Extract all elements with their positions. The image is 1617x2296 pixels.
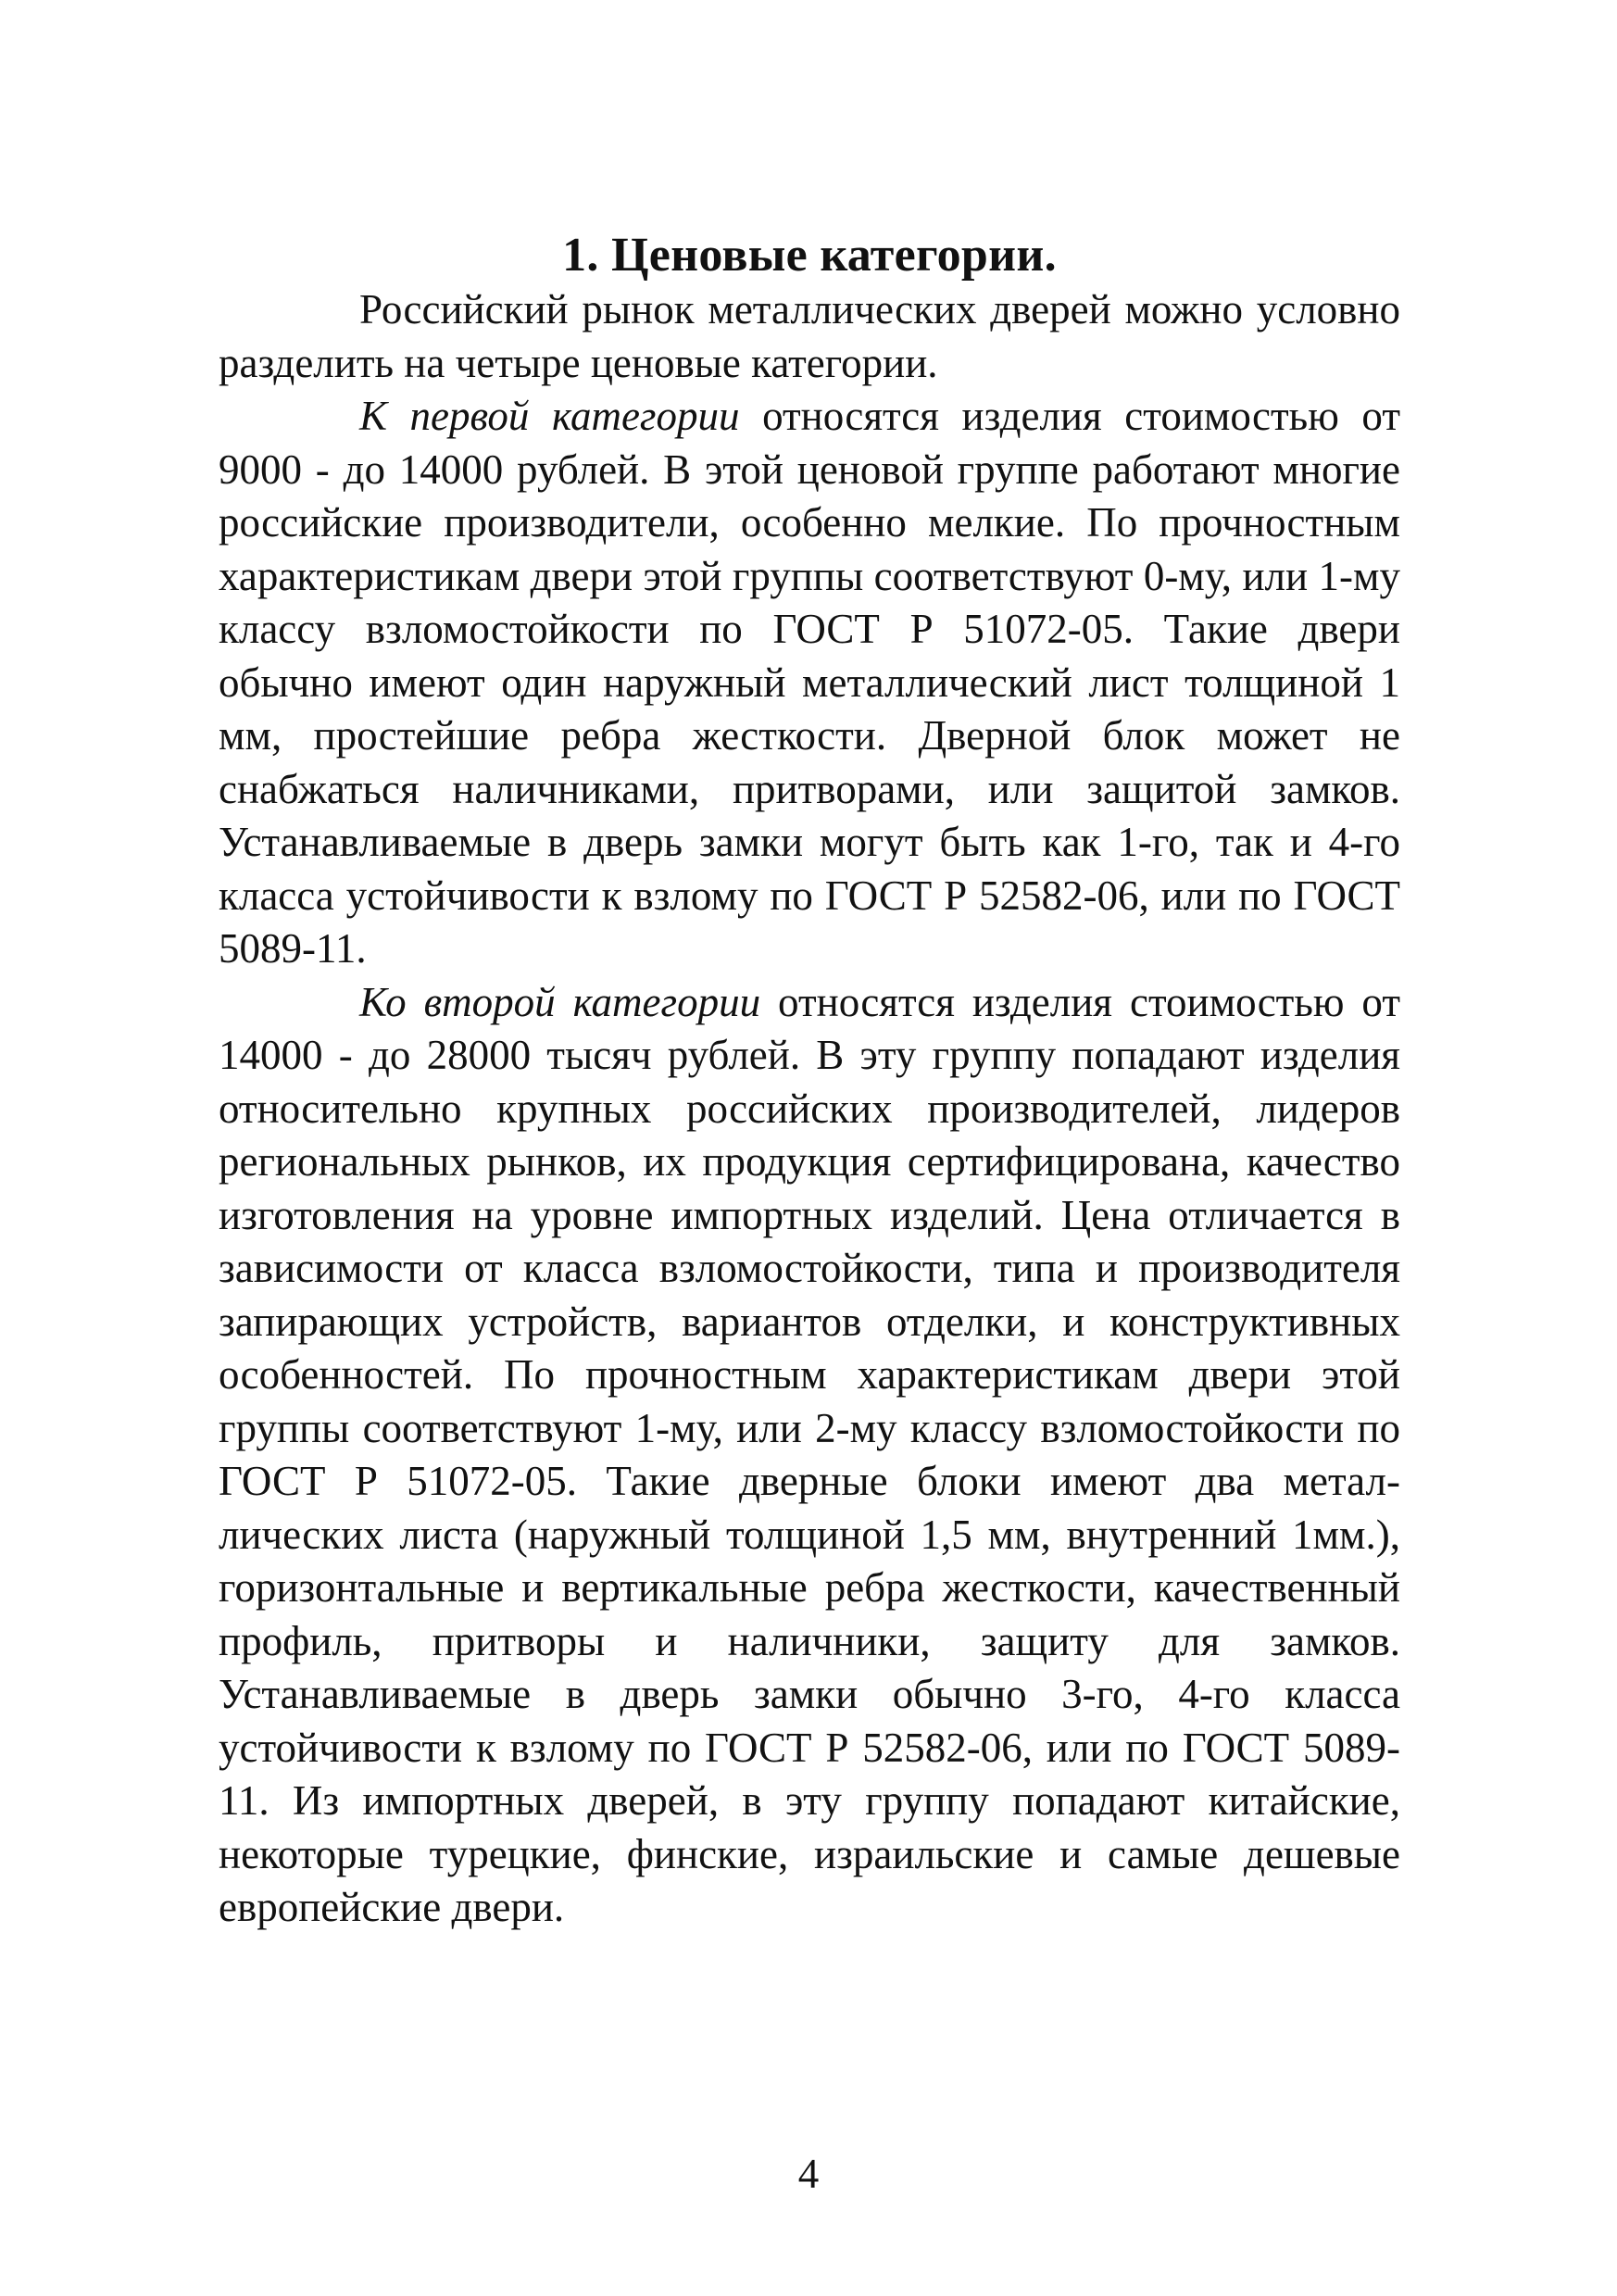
category-2-lead: Ко второй категории	[359, 978, 761, 1025]
category-1-paragraph	[219, 390, 1400, 976]
category-1-text: относятся изделия стоимостью от 9000 - до 14000 рублей. В этой ценовой группе работают многие российские производители, особенно мелкие. По прочностным характеристикам двери этой группы соответствуют 0-му, или 1-му классу взломостойкости по ГОСТ Р 51072-05. Такие двери обычно имеют один наружный металлический лист толщиной 1 мм, простейшие ребра жесткости. Дверной блок может не снабжаться наличниками, притворами, или защитой замков. Устанавливаемые в дверь замки могут быть как 1-го, так и 4-го класса устойчивости к взлому по ГОСТ Р 52582-06, или по ГОСТ 5089-11.	[219, 393, 1400, 972]
category-1-lead: К первой категории	[359, 393, 740, 439]
section-title: 1. Ценовые категории.	[562, 229, 1057, 282]
category-2-text: относятся изделия стоимостью от 14000 - до 28000 тысяч рублей. В эту группу попадают изделия относительно крупных российских производителей, лидеров региональных рынков, их продукция сертифицирована, качество изготовления на уровне импортных изделий. Цена отличается в зависимости от класса взломостойкости, типа и производителя запирающих устройств, вариантов отделки, и конструктивных особенностей. По прочностным характеристикам двери этой группы соответствуют 1-му, или 2-му классу взломостойкости по ГОСТ Р 51072-05. Такие дверные блоки имеют два металлических листа (наружный толщиной 1,5 мм, внутренний 1мм.), горизонтальные и вертикальные ребра жесткости, качественный профиль, притворы и наличники, защиту для замков. Устанавливаемые в дверь замки обычно 3-го, 4-го класса устойчивости к взлому по ГОСТ Р 52582-06, или по ГОСТ 5089-11. Из импортных дверей, в эту группу попадают китайские, некоторые турецкие, финские, израильские и самые дешевые европейские двери.	[219, 978, 1401, 1930]
category-2-paragraph	[219, 976, 1400, 1935]
page-content	[219, 228, 1400, 1935]
intro-paragraph: Российский рынок металлических дверей можно условно разделить на четыре ценовые категории.	[219, 286, 1400, 386]
page-number: 4	[797, 2151, 820, 2197]
